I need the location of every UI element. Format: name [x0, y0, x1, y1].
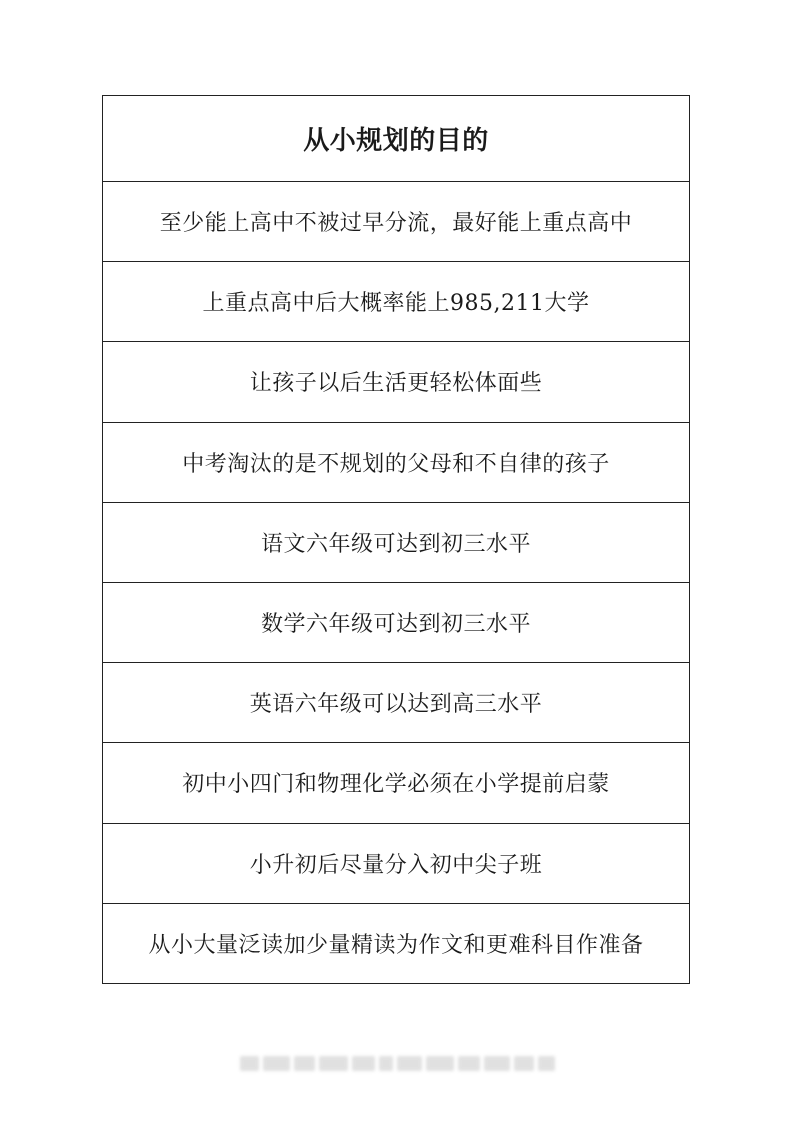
table-row: 英语六年级可以达到高三水平 — [103, 662, 689, 742]
table-row: 至少能上高中不被过早分流，最好能上重点高中 — [103, 181, 689, 261]
goals-table — [102, 95, 690, 984]
blurred-watermark — [240, 1056, 555, 1071]
table-row: 初中小四门和物理化学必须在小学提前启蒙 — [103, 742, 689, 822]
table-row: 中考淘汰的是不规划的父母和不自律的孩子 — [103, 422, 689, 502]
table-row: 数学六年级可达到初三水平 — [103, 582, 689, 662]
table-row: 小升初后尽量分入初中尖子班 — [103, 823, 689, 903]
table-row: 语文六年级可达到初三水平 — [103, 502, 689, 582]
table-title: 从小规划的目的 — [303, 126, 489, 156]
table-row: 让孩子以后生活更轻松体面些 — [103, 341, 689, 421]
table-row: 从小大量泛读加少量精读为作文和更难科目作准备 — [103, 903, 689, 983]
table-row: 上重点高中后大概率能上985,211大学 — [103, 261, 689, 341]
